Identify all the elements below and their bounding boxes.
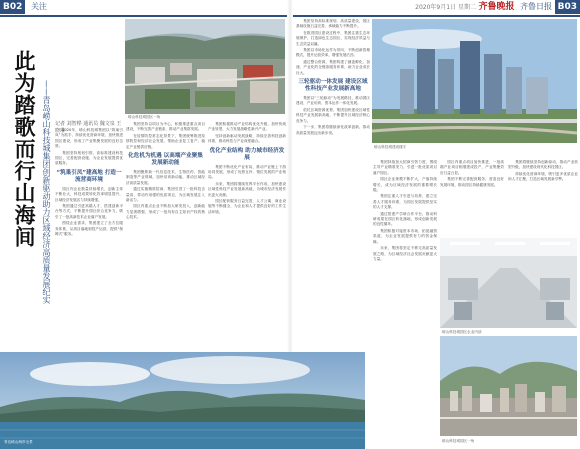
aerial-park-caption: 崂山科技城园区一角 xyxy=(128,115,161,119)
left-page-number: B02 xyxy=(0,0,25,14)
city-towers-caption: 崂山科技城建成楼宇 xyxy=(374,145,407,149)
newspaper-brand: 齐鲁晚报 xyxy=(478,2,515,12)
subhead-1: “筑巢引凤”建高地 打造一流营商环境 xyxy=(56,169,122,183)
left-section-label: 关注 xyxy=(30,2,47,11)
coast-panorama-caption: 青岛崂山海岸全景 xyxy=(4,440,33,444)
header-date: 2020年9月1日 星期二 xyxy=(415,4,476,11)
byline: 记者 刘智桦 通讯员 魏文泉 王晓琳 xyxy=(55,121,122,134)
factory-photo xyxy=(440,238,577,328)
right-section-label: 齐鲁日报 xyxy=(520,2,553,11)
right-page-number: B03 xyxy=(555,0,580,14)
left-header-rule xyxy=(0,15,287,17)
article-column-3: 集团积极推动产业结构优化升级，加快传统产业转型，大力发展战略性新兴产业。 坚持创新驱动发展战略，持续完善科技创新体系，推动科技与产业深度融合。 优化产业结构 助力城市经济发展 集团不断优化产业布局，推动产业链上下游协同发展，形成了优势互补、错位发展的产业格局。 未来，集团将继续发挥平台作用，加快建设区域性科技产业发展新高地，为城市经济发展作出更大贡献。 园区配套服务日益完善，人才公寓、商业设施等不断健全，为企业和人才提供良好的工作生活环境。 xyxy=(208,122,286,214)
subheadline: ——青岛崂山科技城集团创新驱动助力区域经济高质量发展纪实 xyxy=(42,80,51,304)
headline: 此为踏歌而行山海间 xyxy=(12,50,37,248)
hills-city-caption: 崂山科技城园区一角 xyxy=(442,439,475,443)
right-page-header xyxy=(293,0,580,14)
left-page-header xyxy=(0,0,287,14)
article-column-6: 园区内重点项目加快推进，一批高端产业项目相继建成投产，产业集聚效应日益凸显。 集团不断完善配套服务，营造良好发展环境，推动园区持续健康发展。 xyxy=(440,160,504,187)
article-column-7: 集团将继续坚持创新驱动，推动产业转型升级，加快建设现代化科技园区。 持续优化营商环境，吸引更多优质企业和人才汇聚，打造区域发展新引擎。 xyxy=(508,160,578,182)
subhead-2: 化危机为机遇 以高端产业聚集发展新动能 xyxy=(128,153,203,167)
aerial-park-photo xyxy=(125,19,285,114)
article-column-4: 集团坚持高标准规划、高质量建设，园区基础设施日益完善，承载能力不断提升。 在推进园区建设过程中，集团注重生态环境保护，打造绿色生态园区，实现经济效益与生态效益双赢。 集团以市场化运作为导向，不断创新管理模式，提升运营效率，增强发展后劲。 通过整合资源，集团构建了涵盖孵化、加速、产业化的全链条服务体系，助力企业成长壮大。 三轮驱动一体发展 建设区域性科技产业发展新高地 集团以“三轮驱动”为发展路径，推动园区建设、产业培育、资本运作一体化发展。 依托区域资源优势，集团加快建设区域性科技产业发展新高地，不断提升区域经济核心竞争力。 下一步，集团将继续深化改革创新，推动高质量发展迈出新步伐。 xyxy=(296,19,370,135)
article-column-2: 集团坚持以项目为中心，积极推进重点项目建设，不断完善产业链条，推动产业集群发展。 在疫情防控常态化背景下，集团统筹推进疫情防控和经济社会发展，帮助企业复工复产，稳定产业链供应链。 化危机为机遇 以高端产业聚集发展新动能 集团聚焦新一代信息技术、生物医药、智能制造等产业领域，加快培育新动能，推动区域经济高质量发展。 通过实施精准招商，集团引进了一批科技含量高、带动作用强的优质项目，为区域发展注入新活力。 园区内重点企业不断加大研发投入，创新能力显著增强，形成了一批具有自主知识产权的核心技术。 xyxy=(126,122,205,220)
article-column-5: 集团持续加大招商引资力度，围绕主导产业精准发力，引进一批优质项目落户园区。 园区企业规模不断扩大，产值持续增长，成为区域经济发展的重要增长极。 集团注重人才引进与培养，建立完善人才服务体系，为园区发展提供坚实的人才支撑。 通过搭建产学研合作平台，推动科研成果在园区转化落地，形成创新发展的良性循环。 集团积极对接资本市场，拓宽融资渠道，为企业发展提供有力的资金保障。 未来，集团将坚定不移走高质量发展之路，为区域经济社会发展贡献更大力量。 xyxy=(373,160,437,261)
hills-city-photo xyxy=(440,336,577,436)
coast-panorama-photo xyxy=(0,352,365,449)
right-header-rule xyxy=(293,15,580,17)
article-column-1: 2020年，崂山科技城集团以“筑巢引凤”为抓手，持续优化营商环境，加快推进园区建设，形成了产业集聚发展的良好态势。 集团坚持规划引领，高标准建设科技园区，完善配套设施，为企业发展提供优质服务。 “筑巢引凤”建高地 打造一流营商环境 园区内企业数量持续增长，创新主体不断壮大，科技成果转化效率明显提升，区域经济发展活力持续增强。 集团通过引进高端人才、搭建创新平台等方式，不断提升园区综合竞争力，吸引了一批高新技术企业落户发展。 围绕企业需求，集团建立了全方位服务体系，从项目落地到投产运营，提供“保姆式”服务。 xyxy=(55,128,123,237)
subhead-3: 优化产业结构 助力城市经济发展 xyxy=(209,147,285,161)
city-towers-photo xyxy=(372,19,577,143)
factory-caption: 崂山科技城园区企业内部 xyxy=(442,330,482,334)
subhead-4: 三轮驱动一体发展 建设区域性科技产业发展新高地 xyxy=(298,79,368,93)
